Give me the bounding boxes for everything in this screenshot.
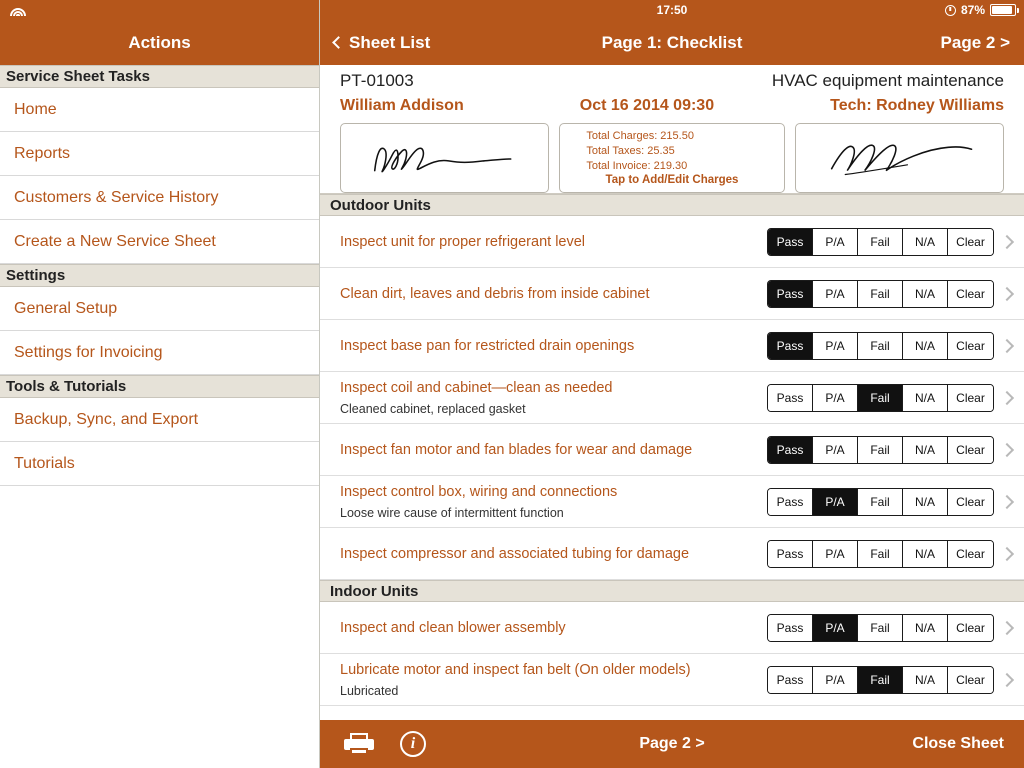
sidebar-group-header: Settings bbox=[0, 264, 319, 287]
checklist-item-title: Inspect compressor and associated tubing for damage bbox=[340, 545, 690, 562]
checklist-item-title: Clean dirt, leaves and debris from inside cabinet bbox=[340, 285, 650, 302]
sidebar-item-home[interactable]: Home bbox=[0, 88, 319, 132]
segment-na[interactable]: N/A bbox=[903, 437, 948, 463]
segment-pass[interactable]: Pass bbox=[768, 229, 813, 255]
checklist-row-texts bbox=[340, 286, 767, 302]
technician-signature-box[interactable] bbox=[795, 123, 1004, 193]
sidebar-item-backup-sync-export[interactable]: Backup, Sync, and Export bbox=[0, 398, 319, 442]
segment-na[interactable]: N/A bbox=[903, 385, 948, 411]
service-date: Oct 16 2014 09:30 bbox=[579, 97, 715, 114]
checklist-item-title: Inspect unit for proper refrigerant level bbox=[340, 233, 586, 250]
checklist-row-texts bbox=[340, 442, 767, 458]
back-button[interactable] bbox=[334, 33, 430, 53]
segment-clear[interactable]: Clear bbox=[948, 333, 993, 359]
segment-fail[interactable]: Fail bbox=[858, 615, 903, 641]
status-segmented-control[interactable] bbox=[767, 384, 994, 412]
status-segmented-control[interactable] bbox=[767, 540, 994, 568]
page-title: Page 1: Checklist bbox=[601, 32, 743, 52]
battery-icon bbox=[990, 4, 1016, 16]
segment-clear[interactable]: Clear bbox=[948, 281, 993, 307]
sidebar-group-header: Service Sheet Tasks bbox=[0, 65, 319, 88]
technician-signature bbox=[796, 124, 1003, 192]
checklist-item-note: Lubricated bbox=[340, 683, 399, 698]
segment-na[interactable]: N/A bbox=[903, 615, 948, 641]
sidebar-group-header: Tools & Tutorials bbox=[0, 375, 319, 398]
checklist-row[interactable] bbox=[320, 476, 1024, 528]
total-taxes: Total Taxes: 25.35 bbox=[586, 144, 675, 157]
sheet-info bbox=[320, 65, 1024, 193]
detail-header bbox=[320, 20, 1024, 65]
segment-pa[interactable]: P/A bbox=[813, 385, 858, 411]
bottom-toolbar bbox=[320, 720, 1024, 768]
detail-status-bar bbox=[320, 0, 1024, 20]
segment-fail[interactable]: Fail bbox=[858, 229, 903, 255]
segment-pa[interactable]: P/A bbox=[813, 489, 858, 515]
segment-pass[interactable]: Pass bbox=[768, 667, 813, 693]
total-invoice: Total Invoice: 219.30 bbox=[586, 159, 688, 172]
segment-pa[interactable]: P/A bbox=[813, 541, 858, 567]
checklist-row-texts bbox=[340, 234, 767, 250]
next-page-button[interactable]: Page 2 > bbox=[940, 32, 1010, 52]
signature-row bbox=[340, 123, 1004, 193]
status-time: 17:50 bbox=[656, 3, 688, 17]
sidebar-item-create-new-service-sheet[interactable]: Create a New Service Sheet bbox=[0, 220, 319, 264]
segment-clear[interactable]: Clear bbox=[948, 667, 993, 693]
checklist-item-title: Inspect fan motor and fan blades for wear and damage bbox=[340, 441, 693, 458]
checklist-item-title: Inspect control box, wiring and connections bbox=[340, 483, 618, 500]
checklist-item-title: Inspect and clean blower assembly bbox=[340, 619, 566, 636]
checklist-row[interactable] bbox=[320, 424, 1024, 476]
segment-pass[interactable]: Pass bbox=[768, 333, 813, 359]
sidebar-item-tutorials[interactable]: Tutorials bbox=[0, 442, 319, 486]
checklist-group-header-indoor: Indoor Units bbox=[320, 580, 1024, 602]
segment-na[interactable]: N/A bbox=[903, 229, 948, 255]
checklist-row[interactable] bbox=[320, 602, 1024, 654]
sidebar-status-bar bbox=[0, 0, 319, 20]
segment-clear[interactable]: Clear bbox=[948, 615, 993, 641]
chevron-right-icon[interactable] bbox=[1000, 620, 1014, 634]
technician-name: Tech: Rodney Williams bbox=[830, 97, 1004, 114]
chevron-right-icon[interactable] bbox=[1000, 672, 1014, 686]
sheet-id: PT-01003 bbox=[340, 71, 414, 90]
checklist-row-texts bbox=[340, 484, 767, 520]
sidebar-item-settings-for-invoicing[interactable]: Settings for Invoicing bbox=[0, 331, 319, 375]
lock-rotation-icon bbox=[945, 5, 956, 16]
status-segmented-control[interactable] bbox=[767, 614, 994, 642]
segment-pass[interactable]: Pass bbox=[768, 437, 813, 463]
segment-pass[interactable]: Pass bbox=[768, 615, 813, 641]
back-button-label: Sheet List bbox=[349, 32, 431, 52]
segment-fail[interactable]: Fail bbox=[858, 281, 903, 307]
customer-signature-box[interactable] bbox=[340, 123, 549, 193]
checklist-row-texts bbox=[340, 380, 767, 416]
checklist-item-note: Cleaned cabinet, replaced gasket bbox=[340, 401, 526, 416]
status-segmented-control[interactable] bbox=[767, 280, 994, 308]
checklist-item-title: Inspect coil and cabinet—clean as needed bbox=[340, 379, 613, 396]
segment-pa[interactable]: P/A bbox=[813, 667, 858, 693]
checklist-row[interactable] bbox=[320, 654, 1024, 706]
segment-na[interactable]: N/A bbox=[903, 541, 948, 567]
sidebar-list bbox=[0, 65, 319, 768]
segment-pass[interactable]: Pass bbox=[768, 385, 813, 411]
chevron-right-icon[interactable] bbox=[1000, 390, 1014, 404]
segment-fail[interactable]: Fail bbox=[858, 667, 903, 693]
segment-pa[interactable]: P/A bbox=[813, 333, 858, 359]
sidebar-item-general-setup[interactable]: General Setup bbox=[0, 287, 319, 331]
checklist-row-texts bbox=[340, 338, 767, 354]
sidebar-item-reports[interactable]: Reports bbox=[0, 132, 319, 176]
checklist-row[interactable] bbox=[320, 268, 1024, 320]
segment-pass[interactable]: Pass bbox=[768, 489, 813, 515]
segment-clear[interactable]: Clear bbox=[948, 541, 993, 567]
segment-pa[interactable]: P/A bbox=[813, 281, 858, 307]
segment-pass[interactable]: Pass bbox=[768, 541, 813, 567]
sidebar bbox=[0, 0, 320, 768]
checklist-item-title: Lubricate motor and inspect fan belt (On older models) bbox=[340, 661, 691, 678]
segment-pa[interactable]: P/A bbox=[813, 437, 858, 463]
status-segmented-control[interactable] bbox=[767, 488, 994, 516]
checklist-row[interactable] bbox=[320, 372, 1024, 424]
segment-pass[interactable]: Pass bbox=[768, 281, 813, 307]
checklist-row[interactable] bbox=[320, 320, 1024, 372]
sheet-description: HVAC equipment maintenance bbox=[771, 71, 1004, 90]
status-segmented-control[interactable] bbox=[767, 228, 994, 256]
checklist-row-texts bbox=[340, 546, 767, 562]
chevron-left-icon bbox=[332, 36, 345, 49]
sheet-info-row-1 bbox=[340, 71, 1004, 91]
chevron-right-icon[interactable] bbox=[1000, 442, 1014, 456]
detail-pane bbox=[320, 0, 1024, 768]
checklist-item-title: Inspect base pan for restricted drain openings bbox=[340, 337, 635, 354]
segment-na[interactable]: N/A bbox=[903, 281, 948, 307]
chevron-right-icon[interactable] bbox=[1000, 286, 1014, 300]
sheet-info-row-2 bbox=[340, 97, 1004, 115]
chevron-right-icon[interactable] bbox=[1000, 546, 1014, 560]
tap-to-edit-charges-label[interactable]: Tap to Add/Edit Charges bbox=[605, 173, 739, 186]
checklist-row[interactable] bbox=[320, 528, 1024, 580]
segment-clear[interactable]: Clear bbox=[948, 437, 993, 463]
sidebar-title: Actions bbox=[0, 20, 319, 65]
charges-lines bbox=[568, 129, 694, 174]
customer-signature bbox=[341, 124, 548, 192]
segment-fail[interactable]: Fail bbox=[858, 489, 903, 515]
segment-pa[interactable]: P/A bbox=[813, 615, 858, 641]
status-right-group bbox=[945, 0, 1016, 20]
checklist-row-texts bbox=[340, 620, 767, 636]
segment-pa[interactable]: P/A bbox=[813, 229, 858, 255]
charges-box[interactable] bbox=[559, 123, 784, 193]
info-icon[interactable]: i bbox=[400, 731, 426, 757]
segment-na[interactable]: N/A bbox=[903, 667, 948, 693]
toolbar-page-next-button[interactable]: Page 2 > bbox=[639, 735, 705, 752]
segment-na[interactable]: N/A bbox=[903, 489, 948, 515]
segment-clear[interactable]: Clear bbox=[948, 489, 993, 515]
status-segmented-control[interactable] bbox=[767, 666, 994, 694]
close-sheet-button[interactable]: Close Sheet bbox=[912, 735, 1004, 752]
chevron-right-icon[interactable] bbox=[1000, 338, 1014, 352]
chevron-right-icon[interactable] bbox=[1000, 234, 1014, 248]
checklist[interactable] bbox=[320, 193, 1024, 720]
segment-fail[interactable]: Fail bbox=[858, 437, 903, 463]
segment-fail[interactable]: Fail bbox=[858, 333, 903, 359]
total-charges: Total Charges: 215.50 bbox=[586, 130, 694, 142]
status-segmented-control[interactable] bbox=[767, 332, 994, 360]
sidebar-item-customers-service-history[interactable]: Customers & Service History bbox=[0, 176, 319, 220]
checklist-item-note: Loose wire cause of intermittent function bbox=[340, 505, 564, 520]
wifi-icon bbox=[8, 3, 28, 17]
chevron-right-icon[interactable] bbox=[1000, 494, 1014, 508]
segment-na[interactable]: N/A bbox=[903, 333, 948, 359]
checklist-group-header-outdoor: Outdoor Units bbox=[320, 194, 1024, 216]
segment-fail[interactable]: Fail bbox=[858, 541, 903, 567]
checklist-row[interactable] bbox=[320, 216, 1024, 268]
segment-fail[interactable]: Fail bbox=[858, 385, 903, 411]
customer-name: William Addison bbox=[340, 97, 464, 114]
checklist-row-texts bbox=[340, 662, 767, 698]
segment-clear[interactable]: Clear bbox=[948, 229, 993, 255]
status-segmented-control[interactable] bbox=[767, 436, 994, 464]
battery-percent: 87% bbox=[960, 3, 985, 17]
segment-clear[interactable]: Clear bbox=[948, 385, 993, 411]
